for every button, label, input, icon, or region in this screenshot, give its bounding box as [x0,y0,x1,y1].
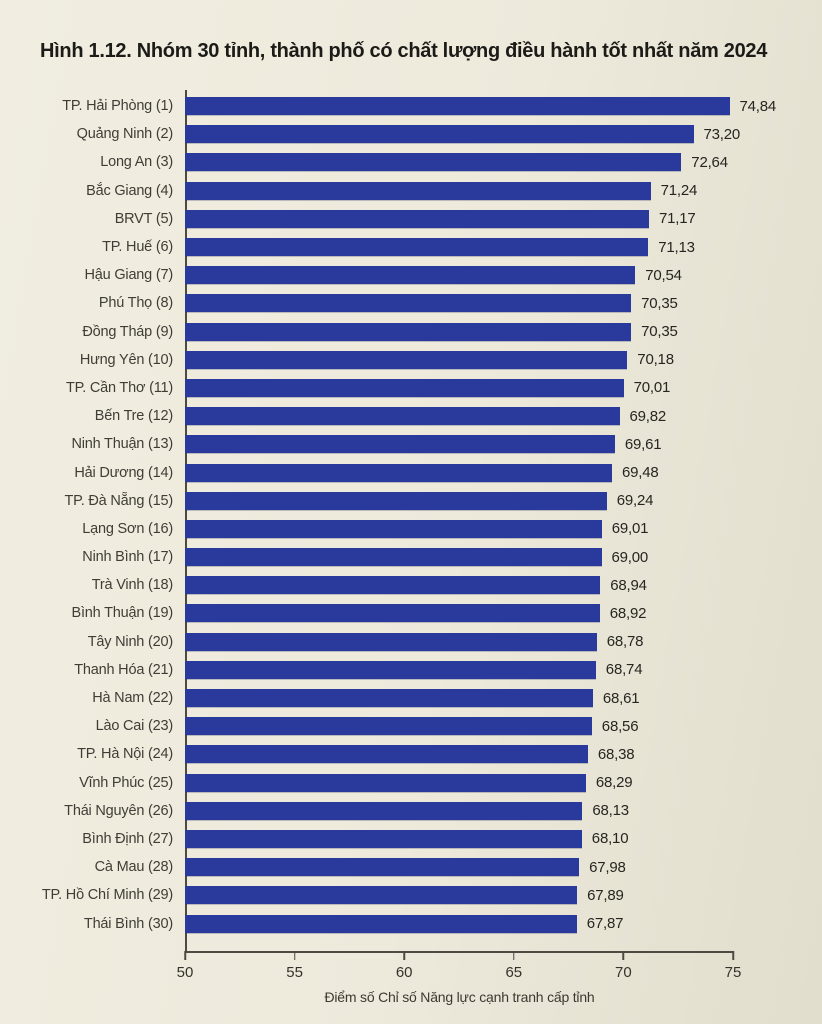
bar [185,435,615,453]
value-label: 70,35 [641,294,678,312]
value-label: 69,82 [629,407,667,425]
category-label: Hà Nam (22) [92,690,173,707]
bar [185,125,694,143]
bar [185,351,627,369]
chart-row [0,402,822,430]
chart-row [0,487,822,515]
figure-title: Hình 1.12. Nhóm 30 tỉnh, thành phố có chất lượng điều hành tốt nhất năm 2024 [40,40,768,62]
bar [185,858,579,876]
value-label: 69,00 [611,548,649,566]
category-label: TP. Hồ Chí Minh (29) [41,887,173,904]
value-label: 68,92 [609,604,647,622]
bar-track [185,125,822,143]
value-label: 67,89 [587,886,624,904]
category-label: TP. Hải Phòng (1) [62,98,173,115]
value-label: 69,61 [624,435,662,453]
category-label: TP. Đà Nẵng (15) [64,492,173,509]
category-label: Thanh Hóa (21) [74,661,173,678]
value-label: 69,24 [616,492,654,510]
category-label: Hậu Giang (7) [84,267,173,284]
category-label: Phú Thọ (8) [98,295,173,312]
bar [185,745,588,763]
bar-track [185,661,822,679]
bar-track [185,266,822,284]
value-label: 68,29 [595,774,633,792]
bar-track [185,210,822,228]
bar-track [185,858,822,876]
category-label: Thái Bình (30) [83,915,173,932]
chart-row [0,515,822,543]
value-label: 71,24 [660,182,698,200]
bar-track [185,97,822,115]
x-axis-line [185,951,734,953]
bar-track [185,492,822,510]
chart-row [0,318,822,346]
category-label: Hải Dương (14) [74,464,173,481]
bar [185,266,635,284]
category-label: Trà Vinh (18) [91,577,173,594]
bar-track [185,548,822,566]
chart-row [0,261,822,289]
bar-track [185,576,822,594]
bar-track [185,294,822,312]
bar [185,294,631,312]
value-label: 68,10 [591,830,629,848]
x-tick-label: 70 [615,964,632,981]
bar-track [185,774,822,792]
value-label: 67,98 [589,858,626,876]
value-label: 69,01 [611,520,649,538]
category-label: BRVT (5) [114,210,173,227]
category-label: TP. Huế (6) [102,239,173,256]
value-label: 72,64 [691,153,728,171]
value-label: 73,20 [703,125,741,143]
bar-track [185,407,822,425]
bar-track [185,238,822,256]
value-label: 67,87 [586,915,624,933]
x-tick-label: 75 [724,964,742,981]
chart-row [0,458,822,486]
chart-row [0,543,822,571]
category-label: Quảng Ninh (2) [76,126,173,143]
chart-row [0,712,822,740]
chart-rows [0,92,822,938]
bar [185,407,620,425]
value-label: 70,01 [633,379,671,397]
bar-track [185,915,822,933]
category-label: Cà Mau (28) [94,859,173,876]
bar [185,802,582,820]
category-label: Vĩnh Phúc (25) [79,774,173,791]
bar-track [185,604,822,622]
bar-track [185,153,822,171]
category-label: TP. Hà Nội (24) [77,746,173,763]
bar [185,548,602,566]
bar [185,604,600,622]
category-label: Tây Ninh (20) [87,633,173,650]
value-label: 68,94 [610,576,647,594]
bar [185,153,681,171]
bar-track [185,379,822,397]
category-label: Bình Thuận (19) [71,605,173,622]
x-axis-label: Điểm số Chỉ số Năng lực cạnh tranh cấp tỉnh [324,989,595,1005]
bar [185,633,597,651]
bar [185,464,612,482]
bar [185,689,593,707]
value-label: 70,54 [645,266,682,284]
bar [185,661,596,679]
chart-row [0,289,822,317]
bar [185,830,582,848]
value-label: 68,74 [605,661,643,679]
chart-row [0,628,822,656]
category-label: Thái Nguyên (26) [64,802,173,819]
chart-row [0,684,822,712]
chart-row [0,374,822,402]
chart-row [0,853,822,881]
bar [185,576,600,594]
value-label: 74,84 [739,97,777,115]
value-label: 68,56 [601,717,639,735]
bar [185,97,730,115]
chart-row [0,769,822,797]
x-tick-label: 50 [176,964,194,981]
bar [185,182,651,200]
bar [185,717,592,735]
chart-row [0,825,822,853]
bar [185,379,624,397]
value-label: 70,35 [641,323,678,341]
chart-row [0,120,822,148]
chart-row [0,430,822,458]
x-tick-label: 60 [395,964,413,981]
x-tick-label: 55 [286,964,303,981]
bar-track [185,323,822,341]
category-label: Bình Định (27) [82,830,173,847]
category-label: Long An (3) [100,154,173,171]
value-label: 71,17 [659,210,696,228]
chart-row [0,346,822,374]
bar [185,492,607,510]
bar-track [185,717,822,735]
chart-row [0,740,822,768]
value-label: 70,18 [637,351,674,369]
chart-row [0,656,822,684]
value-label: 71,13 [658,238,695,256]
bar-track [185,520,822,538]
bar-track [185,182,822,200]
category-label: Đồng Tháp (9) [82,323,173,340]
value-label: 68,38 [597,745,635,763]
category-label: Hưng Yên (10) [79,351,173,368]
category-label: Ninh Thuận (13) [71,436,173,453]
chart-row [0,797,822,825]
bar [185,323,631,341]
chart-row [0,881,822,909]
bar-track [185,802,822,820]
category-label: Bắc Giang (4) [86,182,173,199]
bar-track [185,830,822,848]
category-label: Lạng Sơn (16) [82,520,173,537]
value-label: 68,78 [606,633,644,651]
value-label: 68,61 [602,689,640,707]
chart-row [0,148,822,176]
value-label: 68,13 [592,802,629,820]
value-label: 69,48 [622,464,659,482]
category-label: Bến Tre (12) [94,408,173,425]
chart-row [0,233,822,261]
chart-row [0,571,822,599]
category-label: TP. Cần Thơ (11) [65,379,173,396]
x-tick-label: 65 [505,964,523,981]
bar [185,886,577,904]
chart-row [0,92,822,120]
bar-track [185,745,822,763]
bar-track [185,633,822,651]
category-label: Ninh Bình (17) [82,549,173,566]
bar [185,774,586,792]
chart-row [0,177,822,205]
bar-track [185,689,822,707]
chart-row [0,909,822,937]
bar [185,520,602,538]
bar [185,210,649,228]
bar [185,238,648,256]
bar-track [185,435,822,453]
bar [185,915,577,933]
chart-row [0,205,822,233]
bar-track [185,886,822,904]
chart-row [0,599,822,627]
bar-track [185,351,822,369]
bar-track [185,464,822,482]
category-label: Lào Cai (23) [95,718,173,735]
